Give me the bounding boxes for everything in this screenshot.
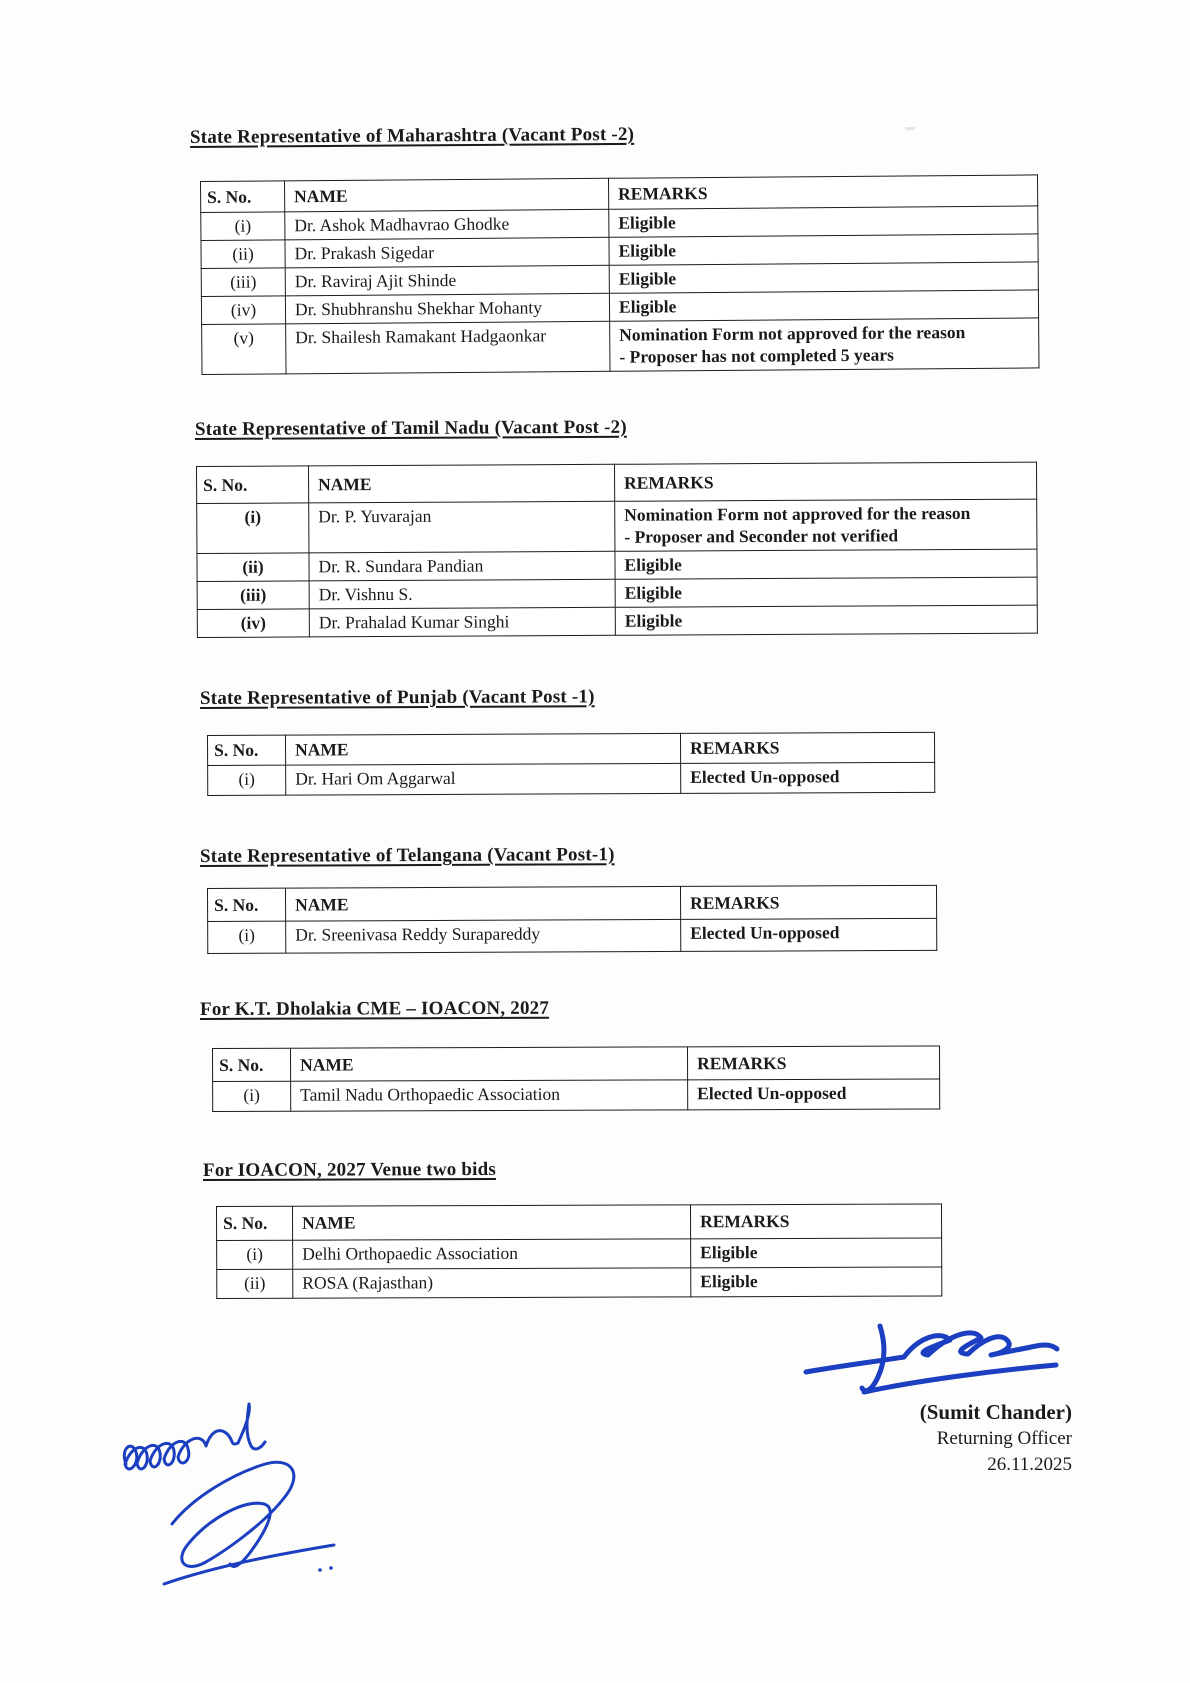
tamil-nadu-table <box>196 462 1038 638</box>
sno-cell: (iv) <box>201 296 285 325</box>
name-cell: Dr. Hari Om Aggarwal <box>286 763 681 795</box>
remarks-cell: Eligible <box>615 605 1037 635</box>
scan-speckle <box>905 127 915 130</box>
telangana-table <box>207 885 937 954</box>
ioacon-venue-table <box>216 1203 942 1299</box>
maharashtra-table <box>200 174 1039 374</box>
column-header: NAME <box>309 464 615 503</box>
table-header-row <box>208 885 937 921</box>
remarks-cell: Elected Un-opposed <box>681 762 935 793</box>
table-header-row <box>197 462 1037 503</box>
sno-cell: (iii) <box>201 268 285 297</box>
column-header: REMARKS <box>614 462 1036 501</box>
returning-officer-signature <box>800 1322 1090 1404</box>
table-header-row <box>213 1046 940 1082</box>
column-header: REMARKS <box>608 175 1037 209</box>
section-title-tamil-nadu: State Representative of Tamil Nadu (Vacant Post -2) <box>194 416 627 440</box>
section-title-ioacon-venue: For IOACON, 2027 Venue two bids <box>202 1158 497 1181</box>
section-title-telangana: State Representative of Telangana (Vacant Post-1) <box>199 844 615 867</box>
remarks-cell: Eligible <box>691 1267 942 1297</box>
sno-cell: (iii) <box>197 581 309 610</box>
remarks-cell: Elected Un-opposed <box>681 918 937 951</box>
remarks-cell: Eligible <box>609 206 1038 237</box>
column-header: REMARKS <box>680 885 936 919</box>
table-header-row <box>217 1204 942 1241</box>
column-header: NAME <box>285 178 609 212</box>
remarks-cell: Eligible <box>691 1238 942 1268</box>
approval-scrawl-signature <box>112 1402 362 1617</box>
name-cell: Dr. P. Yuvarajan <box>309 501 615 552</box>
table-row <box>202 318 1039 374</box>
column-header: REMARKS <box>687 1046 939 1080</box>
remarks-cell: Elected Un-opposed <box>688 1079 940 1110</box>
remarks-cell: Nomination Form not approved for the reason - Proposer has not completed 5 years <box>610 318 1039 371</box>
signatory-block <box>920 1402 1072 1474</box>
remarks-cell: Eligible <box>609 234 1038 265</box>
table-row <box>217 1238 942 1270</box>
column-header: S. No. <box>201 181 285 213</box>
column-header: NAME <box>291 1047 688 1081</box>
name-cell: Dr. Shubhranshu Shekhar Mohanty <box>285 293 609 324</box>
section-title-kt-dholakia-cme: For K.T. Dholakia CME – IOACON, 2027 <box>199 997 550 1020</box>
sno-cell: (i) <box>208 765 286 795</box>
name-cell: ROSA (Rajasthan) <box>293 1268 691 1298</box>
name-cell: Tamil Nadu Orthopaedic Association <box>291 1080 688 1111</box>
column-header: REMARKS <box>690 1204 941 1239</box>
name-cell: Dr. Prahalad Kumar Singhi <box>309 607 615 637</box>
sno-cell: (v) <box>202 324 286 374</box>
kt-dholakia-table <box>212 1045 940 1112</box>
table-row <box>197 577 1037 609</box>
column-header: S. No. <box>208 888 286 921</box>
sno-cell: (ii) <box>217 1269 293 1298</box>
sno-cell: (ii) <box>201 240 285 269</box>
column-header: NAME <box>293 1205 691 1240</box>
sno-cell: (i) <box>217 1240 293 1269</box>
remarks-cell: Eligible <box>609 290 1038 321</box>
remarks-cell: Eligible <box>615 577 1037 607</box>
sno-cell: (i) <box>208 921 286 953</box>
table-row <box>208 762 935 795</box>
column-header: S. No. <box>208 735 286 765</box>
name-cell: Dr. Sreenivasa Reddy Surapareddy <box>286 919 681 953</box>
column-header: REMARKS <box>680 732 934 763</box>
column-header: S. No. <box>217 1206 293 1240</box>
remarks-cell: Nomination Form not approved for the reason - Proposer and Seconder not verified <box>615 499 1037 551</box>
signature-date: 26.11.2025 <box>987 1454 1072 1475</box>
column-header: NAME <box>286 886 681 921</box>
sno-cell: (ii) <box>197 553 309 582</box>
sno-cell: (i) <box>201 212 285 241</box>
table-row <box>197 499 1037 553</box>
signatory-role: Returning Officer <box>936 1428 1072 1449</box>
name-cell: Dr. Raviraj Ajit Shinde <box>285 265 609 296</box>
section-title-punjab: State Representative of Punjab (Vacant Post -1) <box>199 686 595 709</box>
sno-cell: (iv) <box>197 609 309 638</box>
column-header: S. No. <box>213 1048 291 1081</box>
name-cell: Dr. R. Sundara Pandian <box>309 551 615 581</box>
table-row <box>217 1267 942 1299</box>
sno-cell: (i) <box>197 503 309 553</box>
name-cell: Delhi Orthopaedic Association <box>293 1239 691 1269</box>
name-cell: Dr. Vishnu S. <box>309 579 615 609</box>
punjab-table <box>207 732 935 796</box>
table-row <box>213 1079 940 1112</box>
remarks-cell: Eligible <box>609 262 1038 293</box>
column-header: S. No. <box>197 466 309 504</box>
table-row <box>197 549 1037 581</box>
name-cell: Dr. Ashok Madhavrao Ghodke <box>285 209 609 240</box>
name-cell: Dr. Shailesh Ramakant Hadgaonkar <box>286 321 610 373</box>
sno-cell: (i) <box>213 1081 291 1111</box>
table-row <box>208 918 937 953</box>
table-row <box>197 605 1037 637</box>
section-title-maharashtra: State Representative of Maharashtra (Vacant Post -2) <box>189 123 635 148</box>
name-cell: Dr. Prakash Sigedar <box>285 237 609 268</box>
table-header-row <box>208 732 935 765</box>
column-header: NAME <box>286 733 681 765</box>
remarks-cell: Eligible <box>615 549 1037 579</box>
signatory-name: (Sumit Chander) <box>919 1400 1072 1424</box>
